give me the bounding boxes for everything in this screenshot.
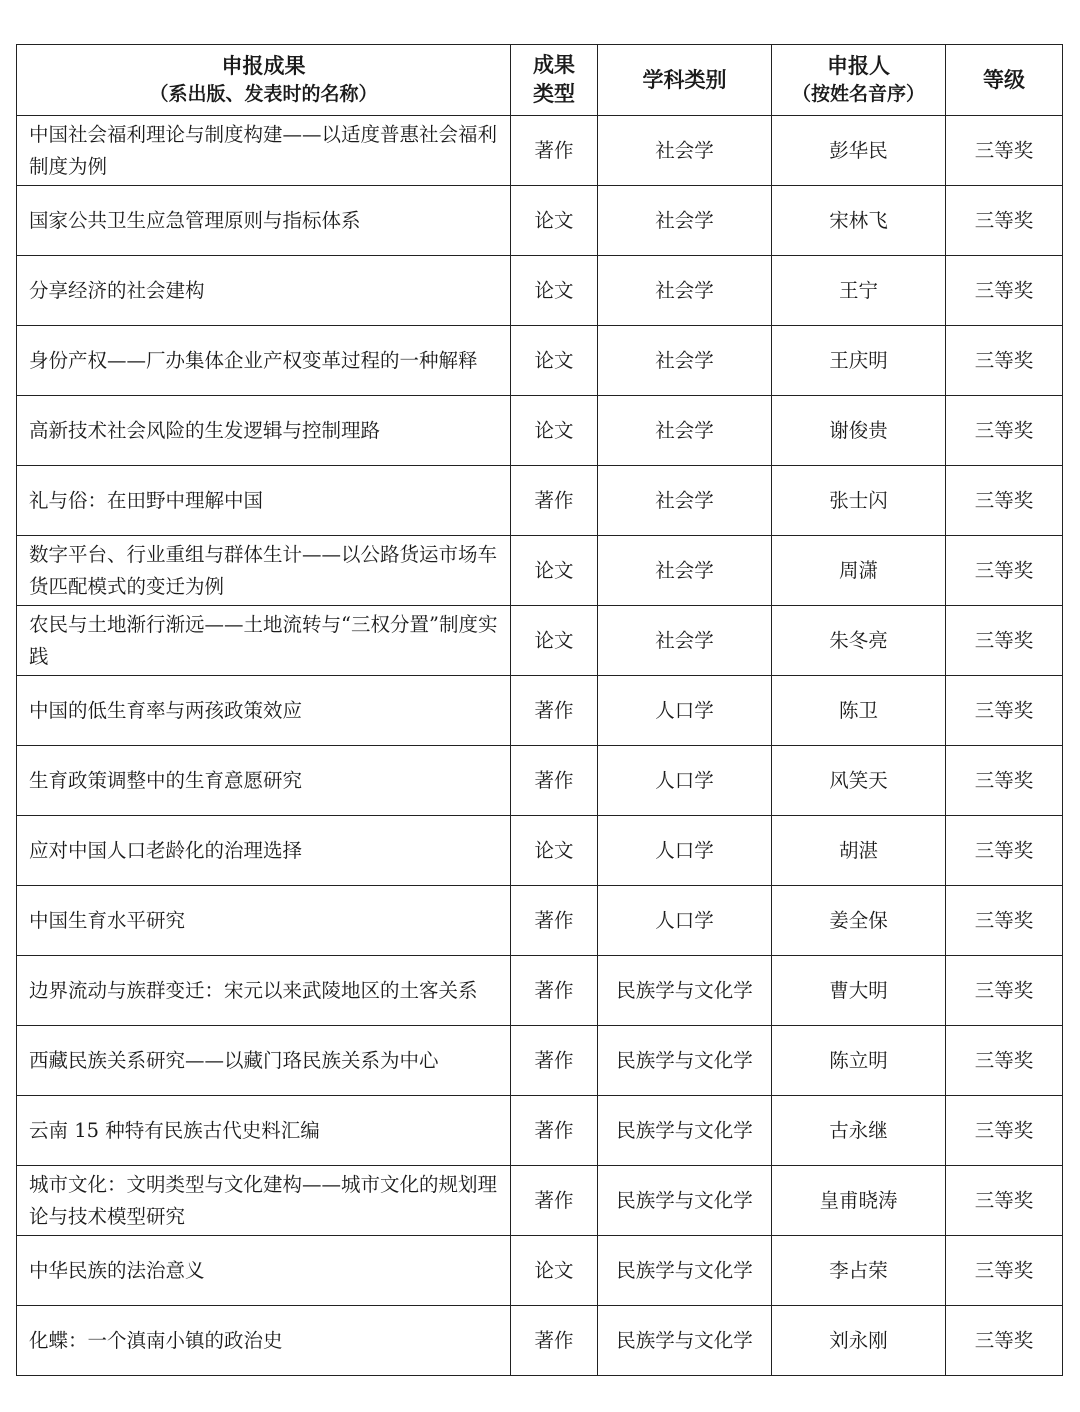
cell-type: 著作 <box>511 746 598 816</box>
cell-type: 著作 <box>511 1306 598 1376</box>
table-row <box>17 326 1063 396</box>
cell-discipline: 社会学 <box>598 396 772 466</box>
cell-grade: 三等奖 <box>946 1306 1063 1376</box>
cell-applicant: 陈卫 <box>772 676 946 746</box>
header-applicant-column <box>772 45 946 116</box>
cell-type: 著作 <box>511 956 598 1026</box>
table-row <box>17 816 1063 886</box>
cell-title: 云南 15 种特有民族古代史料汇编 <box>17 1096 511 1166</box>
header-type-line1: 成果 <box>533 53 575 77</box>
header-title-main: 申报成果 <box>221 54 306 78</box>
cell-grade: 三等奖 <box>946 466 1063 536</box>
cell-title: 中华民族的法治意义 <box>17 1236 511 1306</box>
cell-discipline: 民族学与文化学 <box>598 1166 772 1236</box>
header-title-column <box>17 45 511 116</box>
cell-title: 生育政策调整中的生育意愿研究 <box>17 746 511 816</box>
cell-grade: 三等奖 <box>946 256 1063 326</box>
table-row <box>17 186 1063 256</box>
cell-discipline: 社会学 <box>598 256 772 326</box>
cell-applicant: 周潇 <box>772 536 946 606</box>
cell-grade: 三等奖 <box>946 536 1063 606</box>
table-row <box>17 1306 1063 1376</box>
cell-applicant: 姜全保 <box>772 886 946 956</box>
cell-grade: 三等奖 <box>946 326 1063 396</box>
table-row <box>17 606 1063 676</box>
cell-discipline: 人口学 <box>598 816 772 886</box>
cell-title: 中国的低生育率与两孩政策效应 <box>17 676 511 746</box>
cell-discipline: 社会学 <box>598 466 772 536</box>
table-row <box>17 466 1063 536</box>
award-list-sheet <box>16 44 1062 1376</box>
cell-applicant: 风笑天 <box>772 746 946 816</box>
table-row <box>17 886 1063 956</box>
cell-discipline: 社会学 <box>598 186 772 256</box>
cell-grade: 三等奖 <box>946 116 1063 186</box>
cell-type: 著作 <box>511 1166 598 1236</box>
cell-title: 农民与土地渐行渐远——土地流转与“三权分置”制度实践 <box>17 606 511 676</box>
cell-type: 论文 <box>511 396 598 466</box>
cell-title: 中国社会福利理论与制度构建——以适度普惠社会福利制度为例 <box>17 116 511 186</box>
table-row <box>17 676 1063 746</box>
cell-type: 论文 <box>511 606 598 676</box>
header-type-line2: 类型 <box>533 82 575 106</box>
cell-title: 西藏民族关系研究——以藏门珞民族关系为中心 <box>17 1026 511 1096</box>
cell-discipline: 民族学与文化学 <box>598 1096 772 1166</box>
header-applicant-sub: （按姓名音序） <box>791 83 925 105</box>
cell-title: 国家公共卫生应急管理原则与指标体系 <box>17 186 511 256</box>
cell-grade: 三等奖 <box>946 186 1063 256</box>
cell-grade: 三等奖 <box>946 1026 1063 1096</box>
cell-type: 著作 <box>511 116 598 186</box>
cell-discipline: 社会学 <box>598 536 772 606</box>
cell-title: 数字平台、行业重组与群体生计——以公路货运市场车货匹配模式的变迁为例 <box>17 536 511 606</box>
cell-grade: 三等奖 <box>946 816 1063 886</box>
cell-type: 著作 <box>511 466 598 536</box>
cell-applicant: 刘永刚 <box>772 1306 946 1376</box>
cell-applicant: 谢俊贵 <box>772 396 946 466</box>
table-row <box>17 1166 1063 1236</box>
cell-discipline: 民族学与文化学 <box>598 956 772 1026</box>
cell-discipline: 人口学 <box>598 676 772 746</box>
table-row <box>17 1236 1063 1306</box>
cell-discipline: 民族学与文化学 <box>598 1026 772 1096</box>
cell-applicant: 皇甫晓涛 <box>772 1166 946 1236</box>
cell-type: 论文 <box>511 536 598 606</box>
cell-title: 边界流动与族群变迁：宋元以来武陵地区的土客关系 <box>17 956 511 1026</box>
cell-title: 身份产权——厂办集体企业产权变革过程的一种解释 <box>17 326 511 396</box>
cell-title: 城市文化：文明类型与文化建构——城市文化的规划理论与技术模型研究 <box>17 1166 511 1236</box>
cell-grade: 三等奖 <box>946 1236 1063 1306</box>
cell-applicant: 宋林飞 <box>772 186 946 256</box>
cell-type: 著作 <box>511 1026 598 1096</box>
table-row <box>17 396 1063 466</box>
header-row <box>17 45 1063 116</box>
table-row <box>17 1026 1063 1096</box>
cell-title: 中国生育水平研究 <box>17 886 511 956</box>
cell-type: 著作 <box>511 886 598 956</box>
cell-grade: 三等奖 <box>946 1166 1063 1236</box>
cell-title: 化蝶：一个滇南小镇的政治史 <box>17 1306 511 1376</box>
cell-discipline: 人口学 <box>598 746 772 816</box>
cell-discipline: 人口学 <box>598 886 772 956</box>
cell-type: 论文 <box>511 256 598 326</box>
cell-title: 分享经济的社会建构 <box>17 256 511 326</box>
cell-applicant: 古永继 <box>772 1096 946 1166</box>
cell-discipline: 民族学与文化学 <box>598 1236 772 1306</box>
cell-type: 论文 <box>511 1236 598 1306</box>
cell-title: 礼与俗：在田野中理解中国 <box>17 466 511 536</box>
cell-applicant: 张士闪 <box>772 466 946 536</box>
cell-discipline: 社会学 <box>598 326 772 396</box>
cell-grade: 三等奖 <box>946 606 1063 676</box>
cell-applicant: 陈立明 <box>772 1026 946 1096</box>
table-row <box>17 1096 1063 1166</box>
cell-grade: 三等奖 <box>946 396 1063 466</box>
cell-discipline: 社会学 <box>598 116 772 186</box>
cell-type: 著作 <box>511 676 598 746</box>
cell-applicant: 李占荣 <box>772 1236 946 1306</box>
award-table <box>16 44 1063 1376</box>
table-row <box>17 746 1063 816</box>
cell-grade: 三等奖 <box>946 746 1063 816</box>
cell-type: 论文 <box>511 186 598 256</box>
table-row <box>17 956 1063 1026</box>
cell-applicant: 胡湛 <box>772 816 946 886</box>
cell-applicant: 朱冬亮 <box>772 606 946 676</box>
table-row <box>17 256 1063 326</box>
cell-grade: 三等奖 <box>946 1096 1063 1166</box>
header-discipline-column: 学科类别 <box>598 45 772 116</box>
cell-applicant: 彭华民 <box>772 116 946 186</box>
cell-applicant: 王宁 <box>772 256 946 326</box>
cell-applicant: 曹大明 <box>772 956 946 1026</box>
header-title-sub: （系出版、发表时的名称） <box>149 83 378 105</box>
table-row <box>17 116 1063 186</box>
cell-type: 论文 <box>511 816 598 886</box>
cell-applicant: 王庆明 <box>772 326 946 396</box>
cell-title: 应对中国人口老龄化的治理选择 <box>17 816 511 886</box>
header-type-column <box>511 45 598 116</box>
cell-grade: 三等奖 <box>946 886 1063 956</box>
cell-discipline: 社会学 <box>598 606 772 676</box>
cell-discipline: 民族学与文化学 <box>598 1306 772 1376</box>
table-body <box>17 116 1063 1376</box>
cell-grade: 三等奖 <box>946 956 1063 1026</box>
table-header <box>17 45 1063 116</box>
table-row <box>17 536 1063 606</box>
cell-type: 论文 <box>511 326 598 396</box>
cell-title: 高新技术社会风险的生发逻辑与控制理路 <box>17 396 511 466</box>
header-grade-column: 等级 <box>946 45 1063 116</box>
cell-grade: 三等奖 <box>946 676 1063 746</box>
header-applicant-main: 申报人 <box>827 54 890 78</box>
cell-type: 著作 <box>511 1096 598 1166</box>
